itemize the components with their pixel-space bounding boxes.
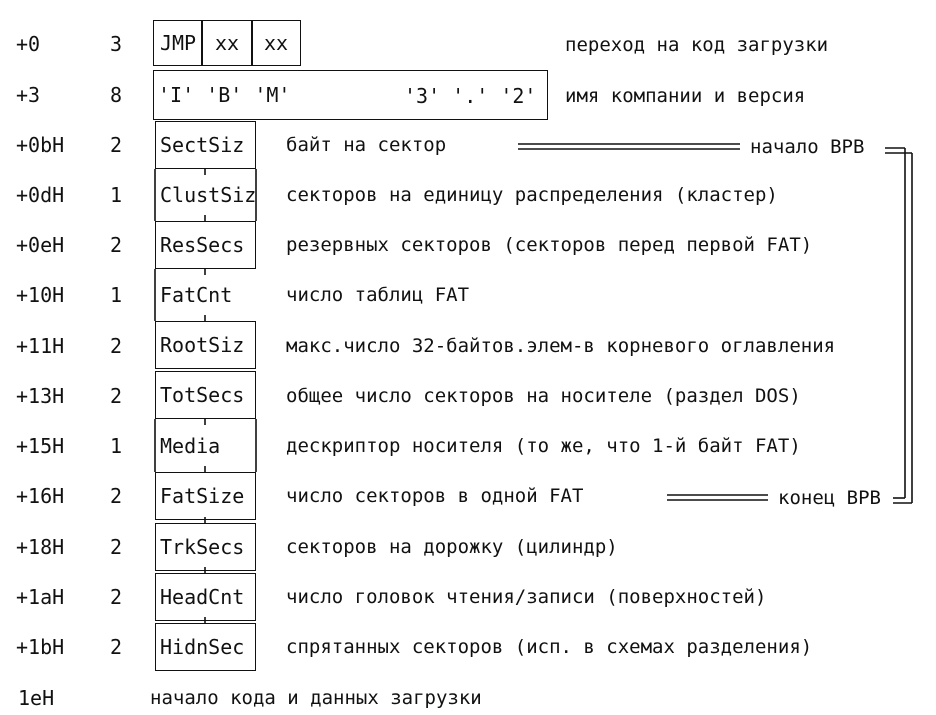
size-10: 2 [110, 535, 123, 559]
size-1: 8 [110, 83, 123, 107]
desc-5: число таблиц FAT [286, 284, 470, 306]
field-fatsize: FatSize [160, 484, 245, 508]
desc-11: число головок чтения/записи (поверхностей) [286, 586, 767, 608]
field-box-headcnt [155, 573, 256, 621]
field-hidnsec: HidnSec [160, 635, 245, 659]
desc-1: имя компании и версия [565, 85, 806, 107]
jmp-label: JMP [159, 31, 197, 55]
field-box-ressecs [155, 221, 256, 269]
desc-8: дескриптор носителя (то же, что 1-й байт FAT) [286, 435, 801, 457]
size-12: 2 [110, 635, 123, 659]
footer-desc: начало кода и данных загрузки [150, 687, 482, 709]
desc-12: спрятанных секторов (исп. в схемах разделения) [286, 636, 813, 658]
offset-11: +1aH [16, 585, 65, 609]
size-4: 2 [110, 233, 123, 257]
field-fatcnt: FatCnt [160, 283, 233, 307]
oem-name-left: 'I' 'B' 'M' [158, 83, 291, 107]
field-rootsiz: RootSiz [160, 333, 245, 357]
jmp-byte-1: xx [214, 31, 240, 55]
size-5: 1 [110, 283, 123, 307]
bpb-start-label: начало BPB [750, 136, 865, 158]
jmp-byte-2: xx [263, 31, 289, 55]
field-ressecs: ResSecs [160, 233, 245, 257]
size-11: 2 [110, 585, 123, 609]
offset-1: +3 [16, 83, 41, 107]
field-clustsiz: ClustSiz [160, 183, 257, 207]
field-sectsiz: SectSiz [160, 133, 245, 157]
offset-2: +0bH [16, 133, 65, 157]
offset-6: +11H [16, 334, 65, 358]
field-box-fatsize [155, 472, 256, 520]
offset-3: +0dH [16, 183, 65, 207]
offset-8: +15H [16, 434, 65, 458]
field-media: Media [160, 434, 221, 458]
desc-6: макс.число 32-байтов.элем-в корневого оглавления [286, 335, 836, 357]
jmp-byte-cell-2 [251, 20, 301, 66]
desc-4: резервных секторов (секторов перед первой FAT) [286, 234, 813, 256]
desc-0: переход на код загрузки [565, 34, 829, 56]
offset-4: +0eH [16, 233, 65, 257]
field-box-hidnsec [155, 623, 256, 671]
jmp-byte-cell-1 [201, 20, 253, 66]
field-trksecs: TrkSecs [160, 535, 245, 559]
size-7: 2 [110, 384, 123, 408]
desc-7: общее число секторов на носителе (раздел DOS) [286, 385, 801, 407]
offset-7: +13H [16, 384, 65, 408]
offset-12: +1bH [16, 635, 65, 659]
jmp-cell [153, 20, 203, 66]
size-8: 1 [110, 434, 123, 458]
desc-3: секторов на единицу распределения (кластер) [286, 184, 778, 206]
offset-5: +10H [16, 283, 65, 307]
desc-2: байт на сектор [286, 134, 447, 156]
oem-name-box [153, 70, 548, 120]
size-0: 3 [110, 32, 123, 56]
field-box-sectsiz [155, 121, 256, 169]
field-box-trksecs [155, 523, 256, 571]
offset-9: +16H [16, 484, 65, 508]
footer-offset: 1eH [18, 686, 55, 710]
field-totsecs: TotSecs [160, 383, 245, 407]
size-9: 2 [110, 484, 123, 508]
size-6: 2 [110, 334, 123, 358]
field-box-rootsiz [155, 321, 256, 369]
size-2: 2 [110, 133, 123, 157]
field-box-totsecs [155, 371, 256, 419]
desc-9: число секторов в одной FAT [286, 485, 584, 507]
field-headcnt: HeadCnt [160, 585, 245, 609]
offset-10: +18H [16, 535, 65, 559]
offset-0: +0 [16, 32, 41, 56]
oem-name-right: '3' '.' '2' [404, 84, 537, 108]
size-3: 1 [110, 183, 123, 207]
desc-10: секторов на дорожку (цилиндр) [286, 536, 618, 558]
bpb-end-label: конец BPB [778, 487, 881, 509]
